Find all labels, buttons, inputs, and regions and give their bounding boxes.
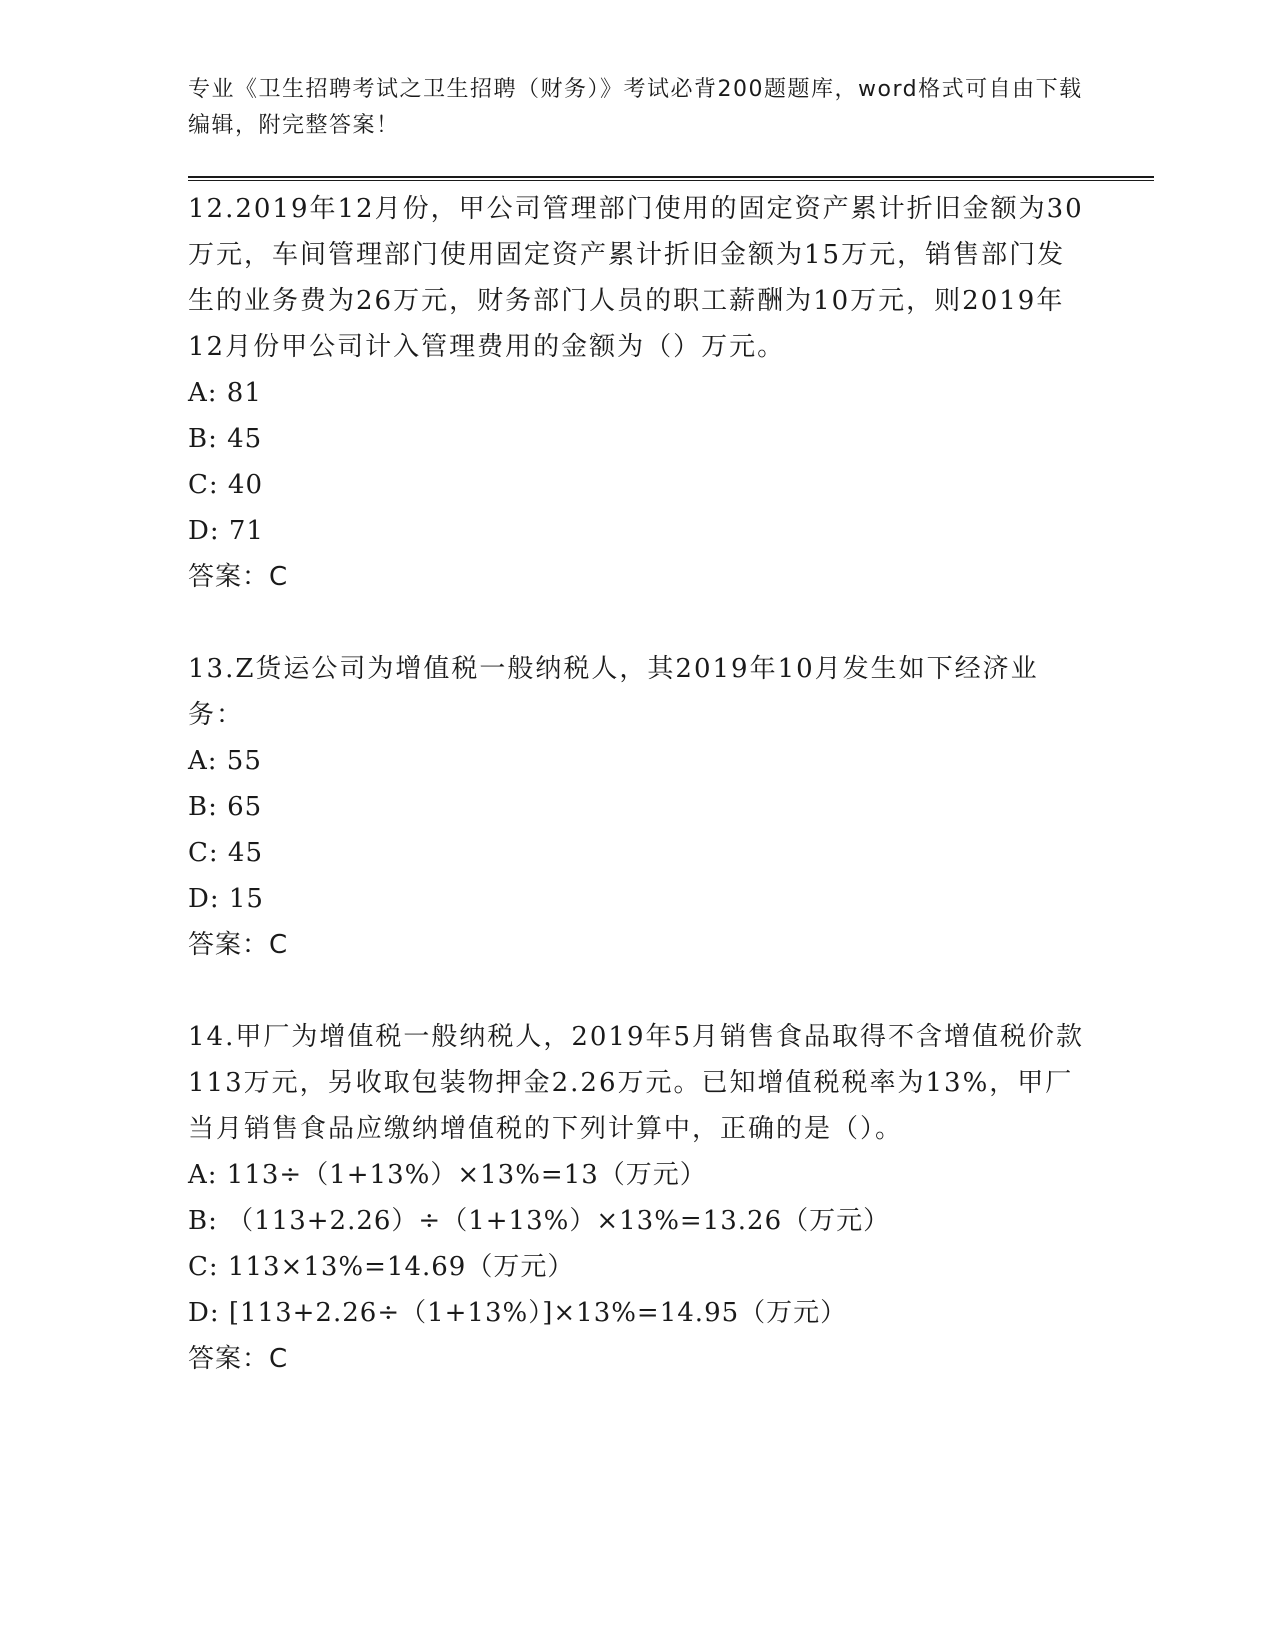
answer-line: 答案：C — [188, 930, 289, 960]
question-text: 12.2019年12月份，甲公司管理部门使用的固定资产累计折旧金额为30万元，车间管理部门使用固定资产累计折旧金额为15万元，销售部门发生的业务费为26万元，财务部门人员的职工薪酬为10万元，则2019年12月份甲公司计入管理费用的金额为（）万元。 — [188, 194, 1084, 362]
option-a: A: 113÷（1+13%）×13%=13（万元） — [188, 1160, 707, 1190]
option-c: C: 113×13%=14.69（万元） — [188, 1252, 575, 1282]
header-divider — [188, 176, 1154, 181]
option-d: D: [113+2.26÷（1+13%）]×13%=14.95（万元） — [188, 1298, 848, 1328]
question-13 — [188, 646, 1088, 968]
question-text: 14.甲厂为增值税一般纳税人，2019年5月销售食品取得不含增值税价款113万元，另收取包装物押金2.26万元。已知增值税税率为13%，甲厂当月销售食品应缴纳增值税的下列计算中，正确的是（）。 — [188, 1022, 1085, 1144]
option-d: D: 15 — [188, 884, 264, 914]
option-c: C: 45 — [188, 838, 264, 868]
question-14 — [188, 1014, 1088, 1382]
option-b: B: 45 — [188, 424, 263, 454]
answer-line: 答案：C — [188, 562, 289, 592]
question-text: 13.Z货运公司为增值税一般纳税人，其2019年10月发生如下经济业务： — [188, 654, 1039, 730]
question-12 — [188, 186, 1088, 600]
answer-line: 答案：C — [188, 1344, 289, 1374]
option-c: C: 40 — [188, 470, 264, 500]
page-header: 专业《卫生招聘考试之卫生招聘（财务）》考试必背200题题库，word格式可自由下载编辑，附完整答案！ — [188, 77, 1083, 138]
option-a: A: 81 — [188, 378, 262, 408]
question-list — [188, 186, 1088, 1428]
option-a: A: 55 — [188, 746, 262, 776]
option-b: B: （113+2.26）÷（1+13%）×13%=13.26（万元） — [188, 1206, 891, 1236]
option-b: B: 65 — [188, 792, 263, 822]
option-d: D: 71 — [188, 516, 264, 546]
